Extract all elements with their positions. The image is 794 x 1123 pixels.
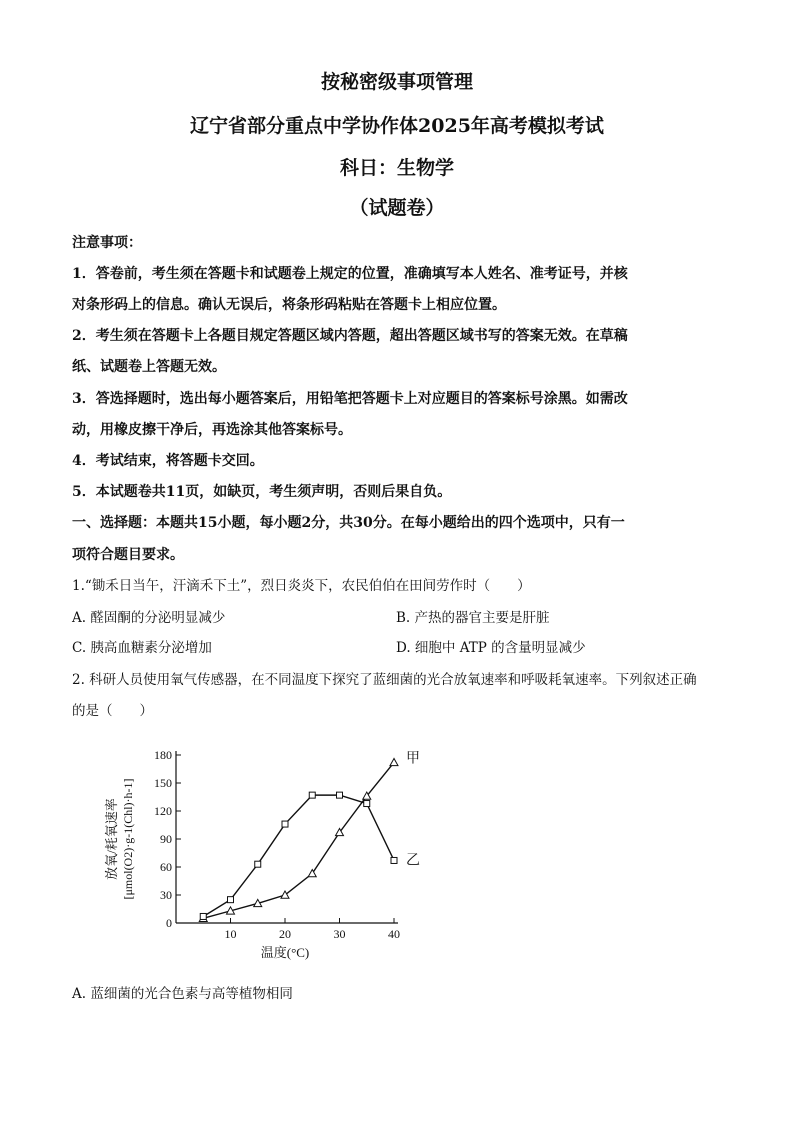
notice-line: 动，用橡皮擦干净后，再选涂其他答案标号。 [72, 422, 352, 438]
x-tick-label: 10 [224, 927, 237, 941]
section-heading-cont: 项符合题目要求。 [72, 547, 184, 563]
data-point-yi [364, 801, 370, 807]
data-point-yi [200, 913, 206, 919]
y-axis-label: 放氧/耗氧速率 [104, 798, 119, 880]
data-point-jia [308, 870, 316, 877]
question-1-stem: 1.“锄禾日当午，汗滴禾下土”，烈日炎炎下，农民伯伯在田间劳作时（ ） [72, 578, 531, 594]
data-point-yi [337, 792, 343, 798]
secret-label: 按秘密级事项管理 [320, 71, 473, 93]
data-point-yi [282, 821, 288, 827]
y-tick-label: 150 [154, 776, 172, 790]
y-tick-label: 120 [154, 804, 172, 818]
notice-line: 对条形码上的信息。确认无误后，将条形码粘贴在答题卡上相应位置。 [72, 297, 506, 313]
x-tick-label: 40 [388, 927, 400, 941]
series-line-jia [203, 762, 394, 918]
q1-option-c: C. 胰高血糖素分泌增加 [72, 640, 212, 656]
x-tick-label: 20 [279, 927, 291, 941]
chart-svg [100, 743, 440, 968]
series-label: 甲 [406, 751, 420, 767]
series-label: 乙 [406, 853, 420, 869]
notice-line: 3．答选择题时，选出每小题答案后，用铅笔把答题卡上对应题目的答案标号涂黑。如需改 [72, 391, 628, 407]
notice-line: 纸、试题卷上答题无效。 [72, 359, 226, 375]
y-tick-label: 30 [160, 888, 172, 902]
y-tick-label: 90 [160, 832, 172, 846]
y-axis-unit: [μmol(O2)·g-1(Chl)·h-1] [121, 778, 135, 900]
notice-line: 1．答卷前，考生须在答题卡和试题卷上规定的位置，准确填写本人姓名、准考证号，并核 [72, 266, 628, 282]
y-tick-label: 180 [154, 748, 172, 762]
section-heading: 一、选择题：本题共15小题，每小题2分，共30分。在每小题给出的四个选项中，只有一 [72, 515, 625, 531]
data-point-yi [255, 861, 261, 867]
data-point-jia [390, 758, 398, 765]
exam-title: 辽宁省部分重点中学协作体2025年高考模拟考试 [190, 115, 604, 137]
notice-heading: 注意事项： [72, 235, 142, 251]
data-point-yi [309, 792, 315, 798]
q1-option-b: B. 产热的器官主要是肝脏 [396, 610, 550, 626]
y-tick-label: 60 [160, 860, 172, 874]
x-axis-label: 温度(°C) [260, 945, 310, 960]
data-point-yi [228, 897, 234, 903]
q1-option-a: A. 醛固酮的分泌明显减少 [72, 610, 226, 626]
x-tick-label: 30 [333, 927, 346, 941]
notice-line: 4．考试结束，将答题卡交回。 [72, 453, 264, 469]
notice-line: 5．本试题卷共11页，如缺页，考生须声明，否则后果自负。 [72, 484, 452, 500]
notice-line: 2．考生须在答题卡上各题目规定答题区域内答题，超出答题区域书写的答案无效。在草稿 [72, 328, 628, 344]
q1-option-d: D. 细胞中 ATP 的含量明显减少 [396, 640, 586, 656]
question-2-stem: 2. 科研人员使用氧气传感器，在不同温度下探究了蓝细菌的光合放氧速率和呼吸耗氧速率。下列叙述正确 [72, 672, 697, 688]
data-point-yi [391, 857, 397, 863]
y-tick-label: 0 [166, 916, 172, 930]
oxygen-rate-chart [100, 743, 440, 972]
subject-title: 科日：生物学 [339, 157, 454, 179]
question-2-stem-cont: 的是（ ） [72, 703, 153, 719]
paper-type: （试题卷） [349, 197, 445, 219]
q2-option-a: A. 蓝细菌的光合色素与高等植物相同 [72, 986, 293, 1002]
